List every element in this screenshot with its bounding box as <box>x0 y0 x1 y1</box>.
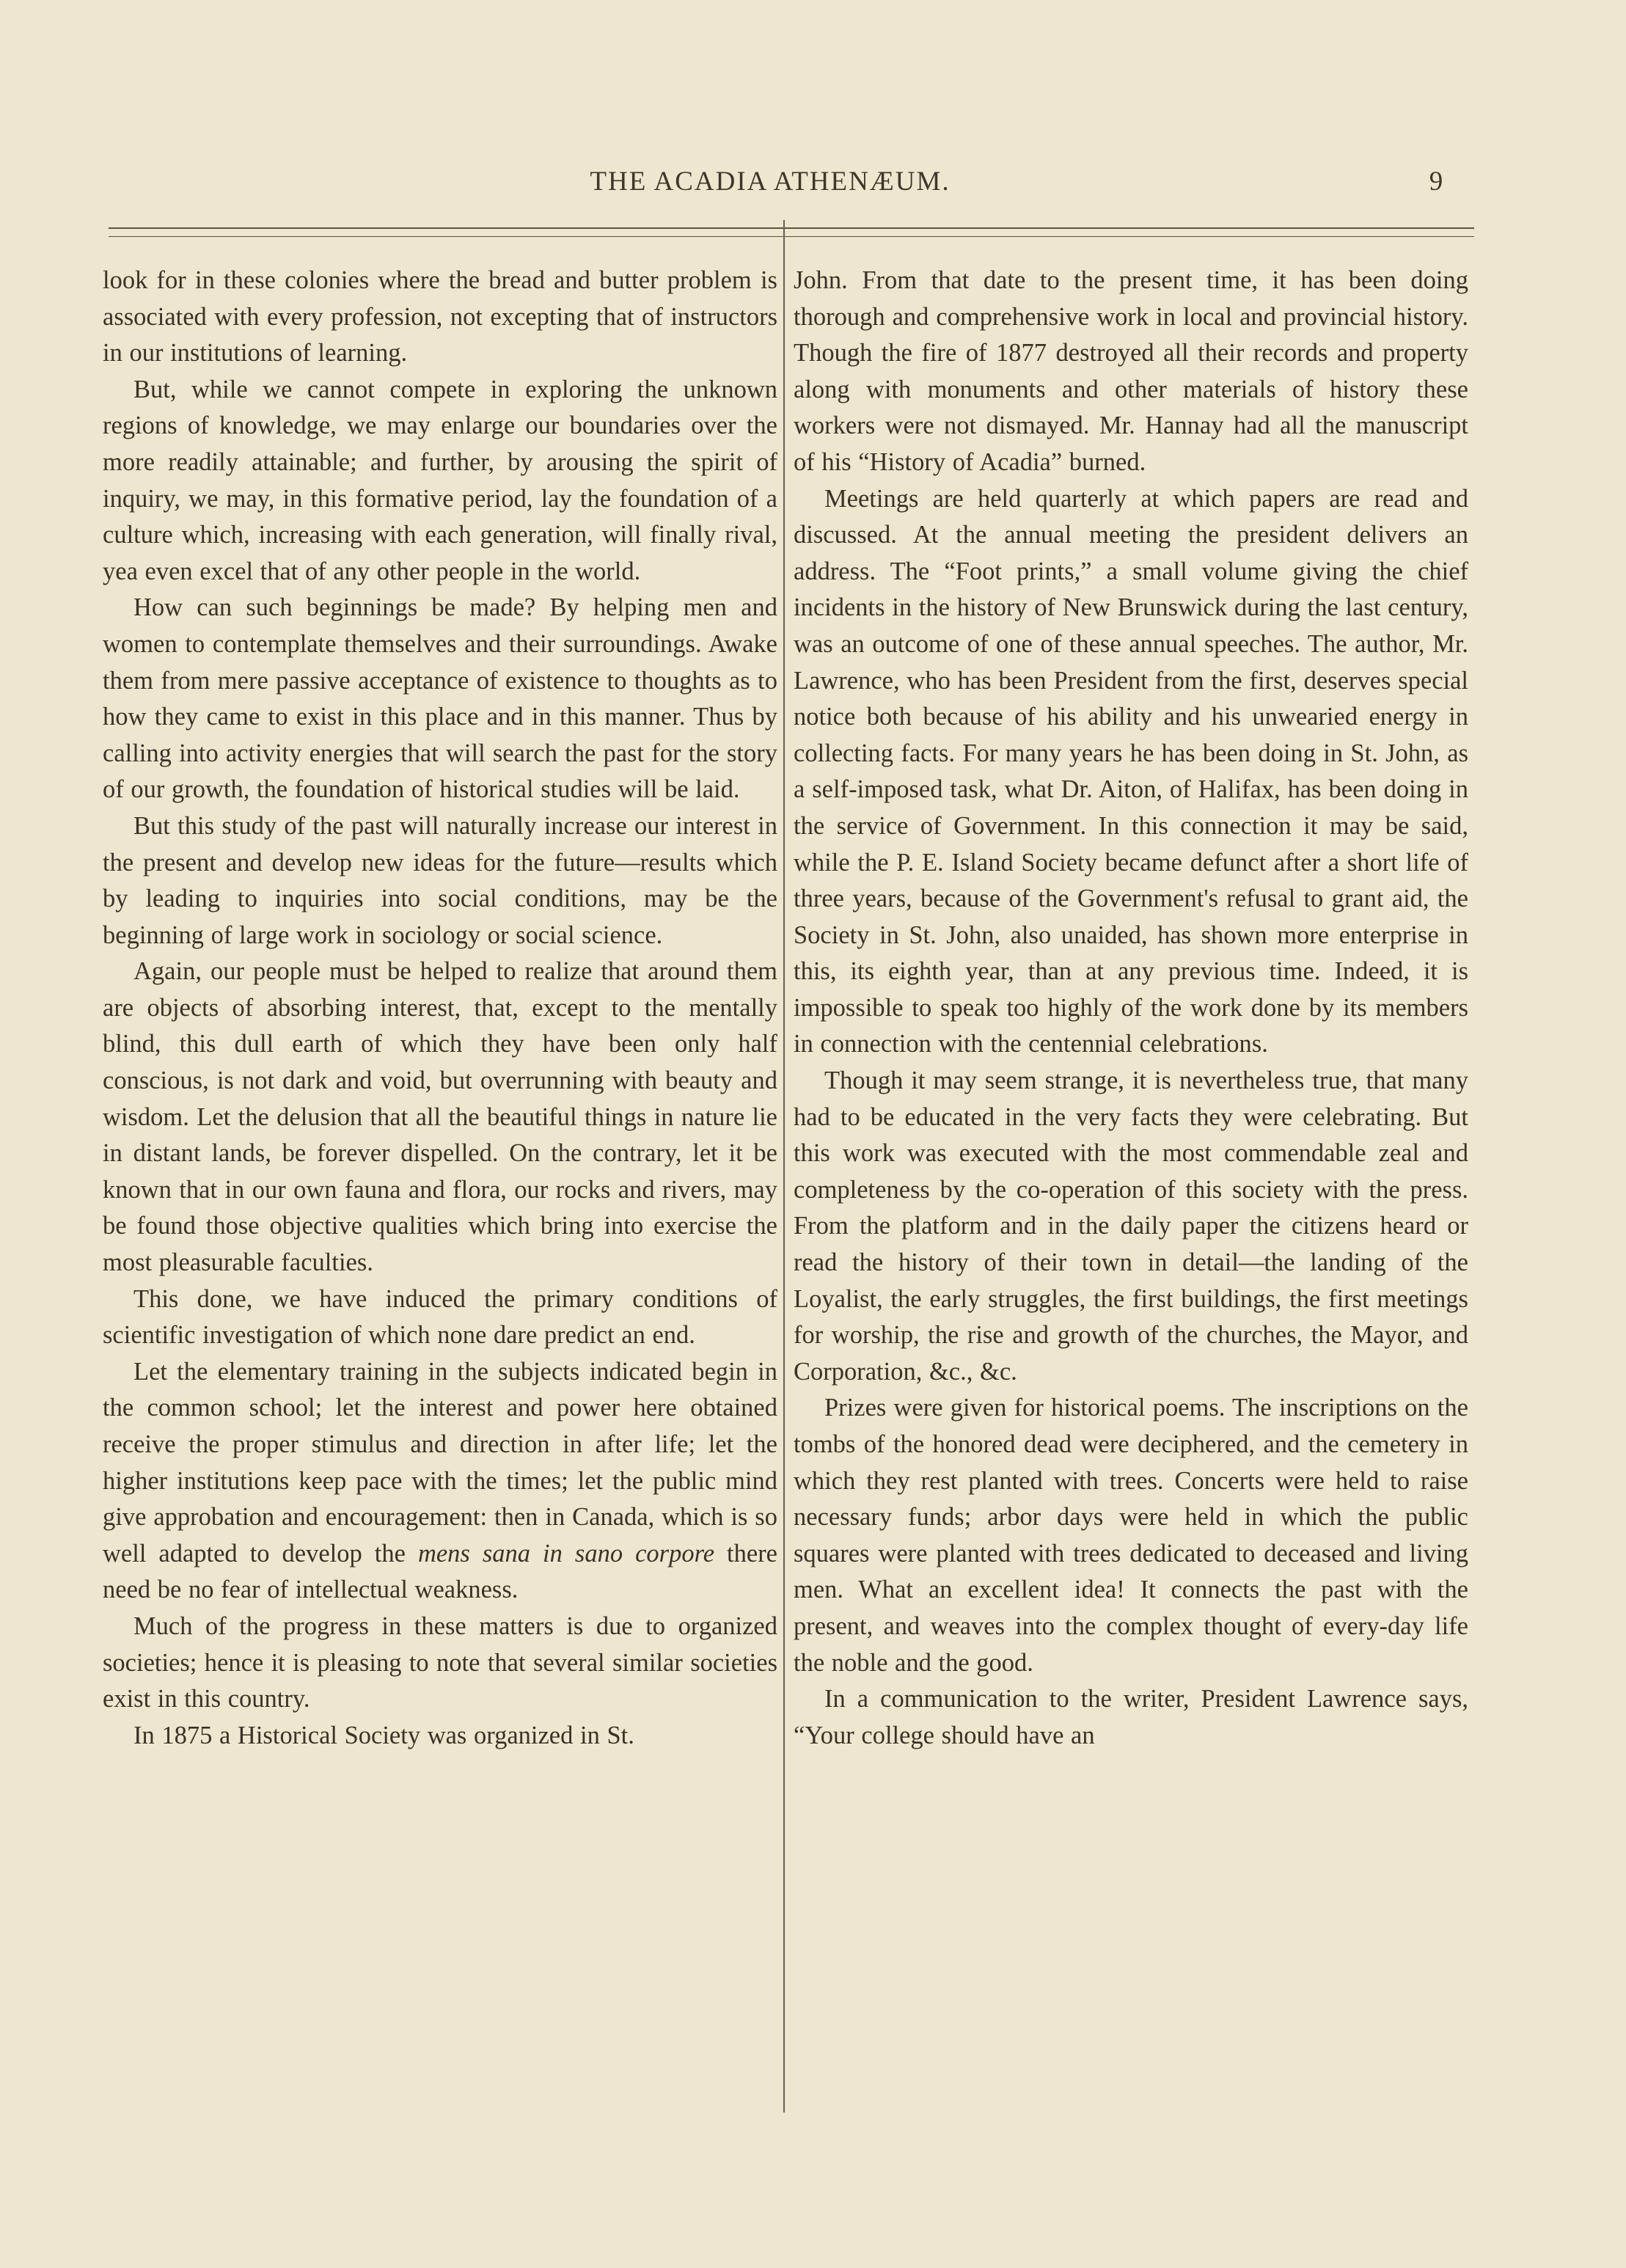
right-column <box>794 263 1468 1754</box>
paragraph: John. From that date to the present time, it has been doing thorough and comprehensive work in local and provincial history. Though the fire of 1877 destroyed all their records and property along with monuments and other materials of history these workers were not dismayed. Mr. Hannay had all the manuscript of his “History of Acadia” burned. <box>794 266 1468 476</box>
header-rule <box>109 227 1474 229</box>
column-divider <box>783 220 785 2112</box>
paragraph: How can such beginnings be made? By helping men and women to contemplate themselves and their surroundings. Awake them from mere passive acceptance of existence to thoughts as to how they came to exist in this place and in this manner. Thus by calling into activity energies that will search the past for the story of our growth, the foundation of historical studies will be laid. <box>103 593 777 804</box>
paragraph: Again, our people must be helped to realize that around them are objects of absorbing interest, that, except to the mentally blind, this dull earth of which they have been only half conscious, is not dark and void, but overrunning with beauty and wisdom. Let the delusion that all the beautiful things in nature lie in distant lands, be forever dispelled. On the contrary, let it be known that in our own fauna and flora, our rocks and rivers, may be found those objective qualities which bring into exercise the most pleasurable faculties. <box>103 957 777 1277</box>
paragraph: look for in these colonies where the bread and butter problem is associated with every profession, not excepting that of instructors in our institutions of learning. <box>103 266 777 367</box>
paragraph: Prizes were given for historical poems. The inscriptions on the tombs of the honored dead were deciphered, and the cemetery in which they rest planted with trees. Concerts were held to raise necessary funds; arbor days were held in which the public squares were planted with trees dedicated to deceased and living men. What an excellent idea! It connects the past with the present, and weaves into the complex thought of every-day life the noble and the good. <box>794 1394 1468 1677</box>
latin-phrase: mens sana in sano corpore <box>417 1539 715 1568</box>
paragraph: Much of the progress in these matters is due to organized societies; hence it is pleasing to note that several similar societies exist in this country. <box>103 1612 777 1713</box>
header-rule-thin <box>109 236 1474 237</box>
paragraph: But, while we cannot compete in exploring the unknown regions of knowledge, we may enlarge our boundaries over the more readily attainable; and further, by arousing the spirit of inquiry, we may, in this formative period, lay the foundation of a culture which, increasing with each generation, will finally rival, yea even excel that of any other people in the world. <box>103 375 777 585</box>
left-column <box>103 263 777 1754</box>
text-run: Let the elementary training in the subjects indicated begin in the common school; let the interest and power here obtained receive the proper stimulus and direction in after life; let the higher institutions keep pace with the times; let the public mind give approbation and encouragement: then in Canada, which is so well adapted to develop the <box>103 1357 777 1568</box>
paragraph: Meetings are held quarterly at which papers are read and discussed. At the annual meeting the president delivers an address. The “Foot prints,” a small volume giving the chief incidents in the history of New Brunswick during the last century, was an outcome of one of these annual speeches. The author, Mr. Lawrence, who has been President from the first, deserves special notice both because of his ability and his unwearied energy in collecting facts. For many years he has been doing in St. John, as a self-imposed task, what Dr. Aiton, of Halifax, has been doing in the service of Government. In this connection it may be said, while the P. E. Island Society became defunct after a short life of three years, because of the Government's refusal to grant aid, the Society in St. John, also unaided, has shown more enterprise in this, its eighth year, than at any previous time. Indeed, it is impossible to speak too highly of the work done by its members in connection with the centennial celebrations. <box>794 484 1468 1058</box>
text-run: there need be no fear of intellectual weakness. <box>103 1539 777 1604</box>
running-title: THE ACADIA ATHENÆUM. <box>590 167 951 197</box>
paragraph: In a communication to the writer, President Lawrence says, “Your college should have an <box>794 1685 1468 1749</box>
paragraph: In 1875 a Historical Society was organized in St. <box>133 1721 634 1749</box>
paragraph <box>103 1354 777 1609</box>
page-number: 9 <box>1429 167 1443 197</box>
paragraph: This done, we have induced the primary conditions of scientific investigation of which none dare predict an end. <box>103 1284 777 1350</box>
paragraph: But this study of the past will naturally increase our interest in the present and develop new ideas for the future—results which by leading to inquiries into social conditions, may be the beginning of large work in sociology or social science. <box>103 811 777 949</box>
paragraph: Though it may seem strange, it is nevertheless true, that many had to be educated in the very facts they were celebrating. But this work was executed with the most commendable zeal and completeness by the co-operation of this society with the press. From the platform and in the daily paper the citizens heard or read the history of their town in detail—the landing of the Loyalist, the early struggles, the first buildings, the first meetings for worship, the rise and growth of the churches, the Mayor, and Corporation, &c., &c. <box>794 1067 1468 1386</box>
